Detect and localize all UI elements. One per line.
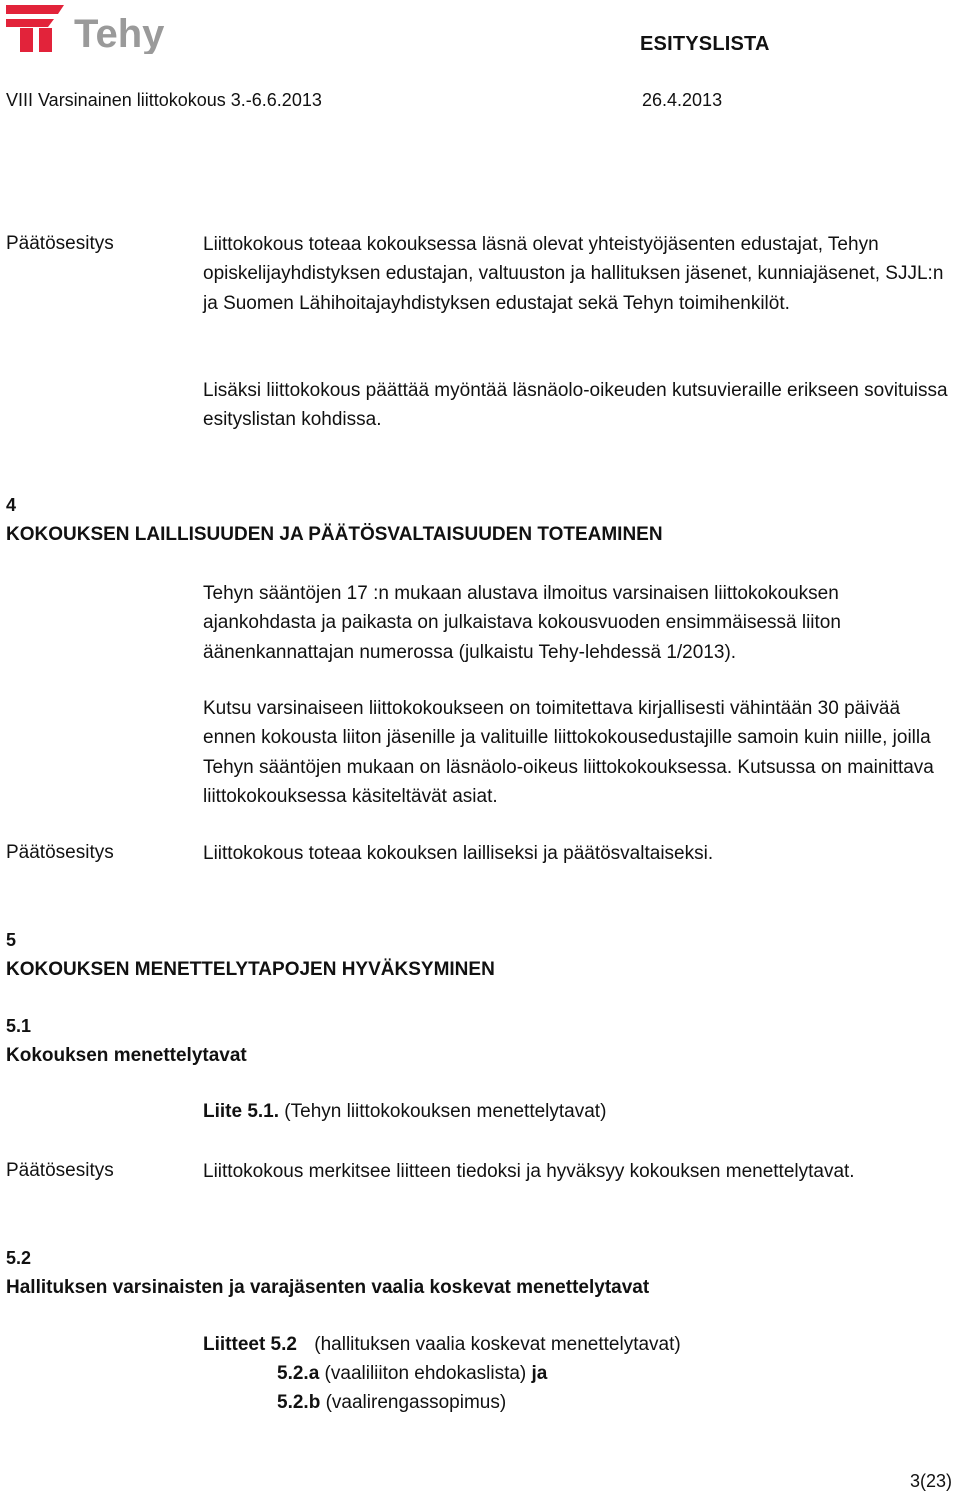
attachment-label: 5.2.b [277,1392,321,1413]
subsection-number: 5.2 [6,1248,32,1268]
document-date: 26.4.2013 [642,90,723,110]
attachment-reference [203,1101,606,1123]
paragraph: Kutsu varsinaiseen liittokokoukseen on toimitettava kirjallisesti vähintään 30 päivää ennen kokousta liiton jäsenille ja valituille liittokokousedustajille samoin kuin niille, joilla Tehyn sääntöjen mukaan on läsnäolo-oikeus liittokokouksessa. Kutsussa on mainittava liittokokouksessa käsiteltävät asiat. [203,698,934,807]
tehy-logo-icon [6,2,186,54]
logo-text: Tehy [74,12,165,54]
attachment-reference [203,1334,681,1356]
section-title: KOKOUKSEN LAILLISUUDEN JA PÄÄTÖSVALTAISUUDEN TOTEAMINEN [6,524,663,545]
paragraph: Lisäksi liittokokous päättää myöntää läsnäolo-oikeuden kutsuvieraille erikseen sovituissa esityslistan kohdissa. [203,380,948,431]
tehy-logo [6,2,186,54]
conjunction: ja [531,1363,548,1384]
proposal-text: Liittokokous toteaa kokouksen lailliseksi ja päätösvaltaiseksi. [203,843,714,864]
proposal-label: Päätösesitys [6,1160,114,1181]
subsection-title: Hallituksen varsinaisten ja varajäsenten vaalia koskevat menettelytavat [6,1277,650,1298]
proposal-label: Päätösesitys [6,842,114,863]
attachment-description: (vaaliliiton ehdokaslista) [319,1363,532,1384]
attachment-label: 5.2.a [277,1363,320,1384]
proposal-text: Liittokokous toteaa kokouksessa läsnä olevat yhteistyöjäsenten edustajat, Tehyn opiskelijayhdistyksen edustajan, valtuuston ja hallituksen jäsenet, kunniajäsenet, SJJL:n ja Suomen Lähihoitajayhdistyksen edustajat sekä Tehyn toimihenkilöt. [203,234,944,314]
subsection-title: Kokouksen menettelytavat [6,1045,247,1066]
section-number: 4 [6,495,17,515]
proposal-label: Päätösesitys [6,233,114,254]
meeting-title: VIII Varsinainen liittokokous 3.-6.6.2013 [6,90,322,110]
attachment-label: Liitteet 5.2 [203,1334,297,1355]
proposal-text: Liittokokous merkitsee liitteen tiedoksi ja hyväksyy kokouksen menettelytavat. [203,1161,855,1182]
attachment-description: (vaalirengassopimus) [320,1392,507,1413]
attachment-reference [277,1363,547,1385]
document-type: ESITYSLISTA [640,33,770,55]
attachment-description: (hallituksen vaalia koskevat menettelytavat) [314,1334,681,1355]
section-number: 5 [6,930,17,950]
subsection-number: 5.1 [6,1016,32,1036]
attachment-reference [277,1392,506,1414]
attachment-description: (Tehyn liittokokouksen menettelytavat) [279,1101,607,1122]
paragraph: Tehyn sääntöjen 17 :n mukaan alustava ilmoitus varsinaisen liittokokouksen ajankohdasta ja paikasta on julkaistava kokousvuoden ensimmäisessä liiton äänenkannattajan numerossa (julkaistu Tehy-lehdessä 1/2013). [203,583,841,663]
page-number: 3(23) [910,1471,953,1491]
attachment-label: Liite 5.1. [203,1101,280,1122]
section-title: KOKOUKSEN MENETTELYTAPOJEN HYVÄKSYMINEN [6,959,495,980]
